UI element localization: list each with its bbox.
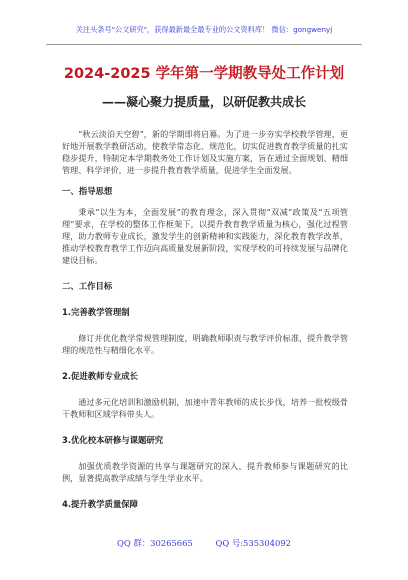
- footer-qq-number: QQ 号:535304092: [215, 538, 291, 548]
- section2-heading: 二、工作目标: [62, 281, 113, 291]
- header-note: 关注头条号"公文研究"，获得最新最全最专业的公文资料库！ 微信：gongwenyj: [75, 25, 333, 34]
- goal3-heading: 3.优化校本研修与课题研究: [62, 435, 164, 445]
- section1-heading: 一、指导思想: [62, 186, 113, 196]
- goal2-paragraph: 通过多元化培训和激励机制，加速中青年教师的成长步伐，培养一批校级骨干教师和区域学科带头人。: [62, 397, 348, 419]
- goal3-paragraph: 加强优质教学资源的共享与课题研究的深入，提升教师参与课题研究的比例，显著提高教学成绩与学生学业水平。: [62, 461, 348, 483]
- footer-contact: [0, 537, 408, 549]
- goal1-paragraph: 修订并优化教学常规管理制度，明确教师职责与教学评价标准，提升教学管理的规范性与精细化水平。: [62, 333, 348, 355]
- document-title: 2024-2025 学年第一学期教导处工作计划: [63, 66, 345, 82]
- document-subtitle: ——凝心聚力提质量，以研促教共成长: [101, 95, 306, 109]
- document-body: [62, 128, 348, 510]
- goal2-heading: 2.促进教师专业成长: [62, 371, 139, 381]
- footer-qq-group: QQ 群：30265665: [117, 538, 193, 548]
- intro-paragraph: “秋云淡泊天空碧”，新的学期即将启幕。为了进一步夯实学校教学管理，更好地开展教学教研活动，使教学常态化、规范化，切实促进教育教学质量的扎实稳步提升，特制定本学期教务处工作计划及实施方案，旨在通过全面规划、精细管理、科学评价，进一步提升教育教学质量，促进学生全面发展。: [62, 129, 348, 175]
- section1-paragraph: 秉承“以生为本，全面发展”的教育理念，深入贯彻“双减”政策及“五项管理”要求，在学校的整体工作框架下，以提升教育教学质量为核心，强化过程管理，助力教师专业成长，激发学生的创新精神和实践能力，深化教育教学改革，推动学校教育教学工作迈向高质量发展新阶段，实现学校的可持续发展与品牌化建设目标。: [62, 207, 348, 265]
- header-divider: [46, 44, 362, 45]
- goal4-heading: 4.提升教学质量保障: [62, 499, 139, 509]
- goal1-heading: 1.完善教学管理制: [62, 307, 130, 317]
